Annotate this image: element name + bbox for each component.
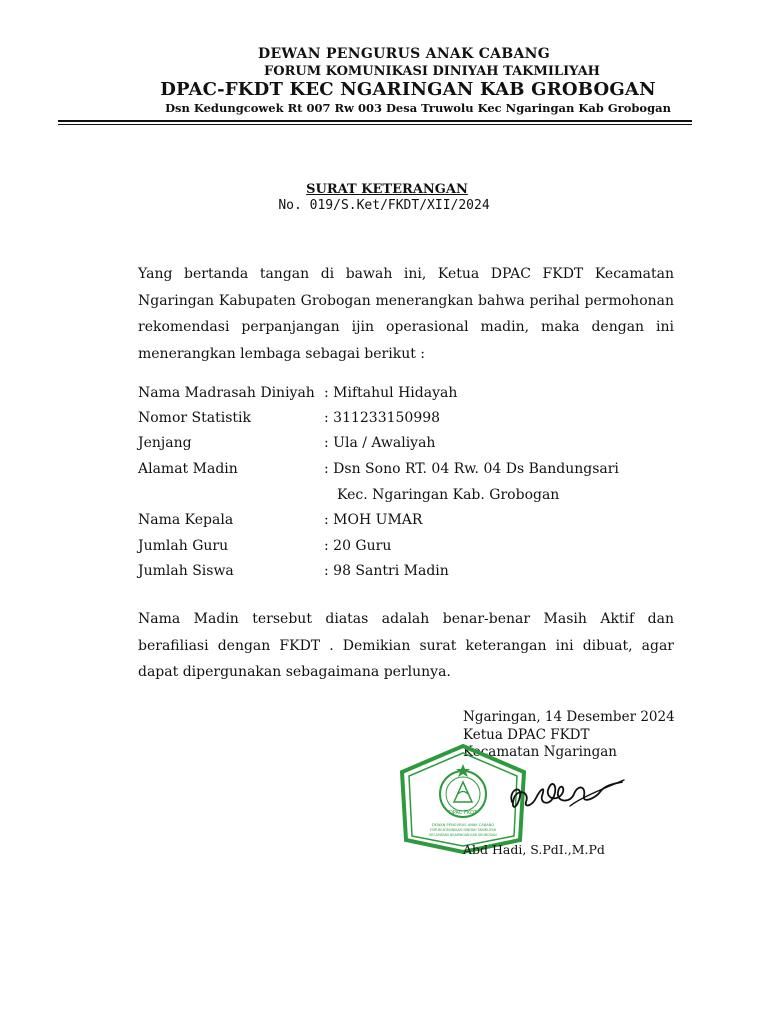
field-label: Nama Madrasah Diniyah (138, 385, 315, 401)
field-row-jumlah-siswa (138, 563, 698, 587)
field-row-jenjang (138, 435, 698, 459)
field-row-alamat-continued (138, 487, 698, 511)
field-label: Jumlah Siswa (138, 563, 234, 579)
field-row-nama-kepala (138, 512, 698, 536)
field-row-nomor-statistik (138, 410, 698, 434)
stamp-text-line-2: FORUM KOMUNIKASI DINIYAH TAKMILIYAH (429, 828, 497, 832)
letterhead-line-2: FORUM KOMUNIKASI DINIYAH TAKMILIYAH (264, 64, 600, 79)
letterhead-divider-thick (58, 120, 692, 122)
field-value: : 20 Guru (324, 538, 392, 554)
field-value: : Miftahul Hidayah (324, 385, 458, 401)
field-row-alamat (138, 461, 698, 485)
stamp-text-line-1: DEWAN PENGURUS ANAK CABANG (431, 823, 495, 827)
closing-paragraph: Nama Madin tersebut diatas adalah benar-benar Masih Aktif dan berafiliasi dengan FKDT . Demikian surat keterangan ini dibuat, agar dapat dipergunakan sebagaimana perlunya. (138, 611, 674, 680)
signature-place-date: Ngaringan, 14 Desember 2024 (463, 709, 675, 725)
field-label: Jenjang (138, 435, 192, 451)
field-label: Alamat Madin (138, 461, 238, 477)
field-label: Nomor Statistik (138, 410, 251, 426)
field-row-jumlah-guru (138, 538, 698, 562)
letterhead-address: Dsn Kedungcowek Rt 007 Rw 003 Desa Truwolu Kec Ngaringan Kab Grobogan (165, 101, 671, 115)
stamp-text-line-3: KECAMATAN NGARINGAN KAB GROBOGAN (429, 833, 497, 837)
intro-paragraph: Yang bertanda tangan di bawah ini, Ketua DPAC FKDT Kecamatan Ngaringan Kabupaten Grobogan menerangkan bahwa perihal permohonan rekomendasi perpanjangan ijin operasional madin, maka dengan ini menerangkan lembaga sebagai berikut : (138, 266, 674, 362)
field-value: : 311233150998 (324, 410, 441, 426)
letter-number: No. 019/S.Ket/FKDT/XII/2024 (278, 198, 490, 213)
letterhead-organization: DPAC-FKDT KEC NGARINGAN KAB GROBOGAN (160, 79, 656, 100)
letterhead-divider-thin (58, 124, 692, 125)
handwritten-signature-icon (500, 768, 630, 820)
field-value: : Dsn Sono RT. 04 Rw. 04 Ds Bandungsari (324, 461, 619, 477)
letter-title: SURAT KETERANGAN (306, 182, 468, 197)
signature-position: Ketua DPAC FKDT (463, 727, 590, 743)
field-value: : 98 Santri Madin (324, 563, 449, 579)
field-value: : Ula / Awaliyah (324, 435, 436, 451)
field-value: : MOH UMAR (324, 512, 423, 528)
stamp-top-text: DPAC FKDT (448, 810, 478, 816)
field-row-nama-madrasah (138, 385, 698, 409)
letterhead-line-1: DEWAN PENGURUS ANAK CABANG (258, 46, 550, 62)
signature-district: Kecamatan Ngaringan (463, 744, 617, 760)
signatory-name: Abd Hadi, S.PdI.,M.Pd (463, 842, 605, 857)
field-value-continued: Kec. Ngaringan Kab. Grobogan (337, 487, 560, 503)
field-label: Jumlah Guru (138, 538, 229, 554)
field-label: Nama Kepala (138, 512, 234, 528)
